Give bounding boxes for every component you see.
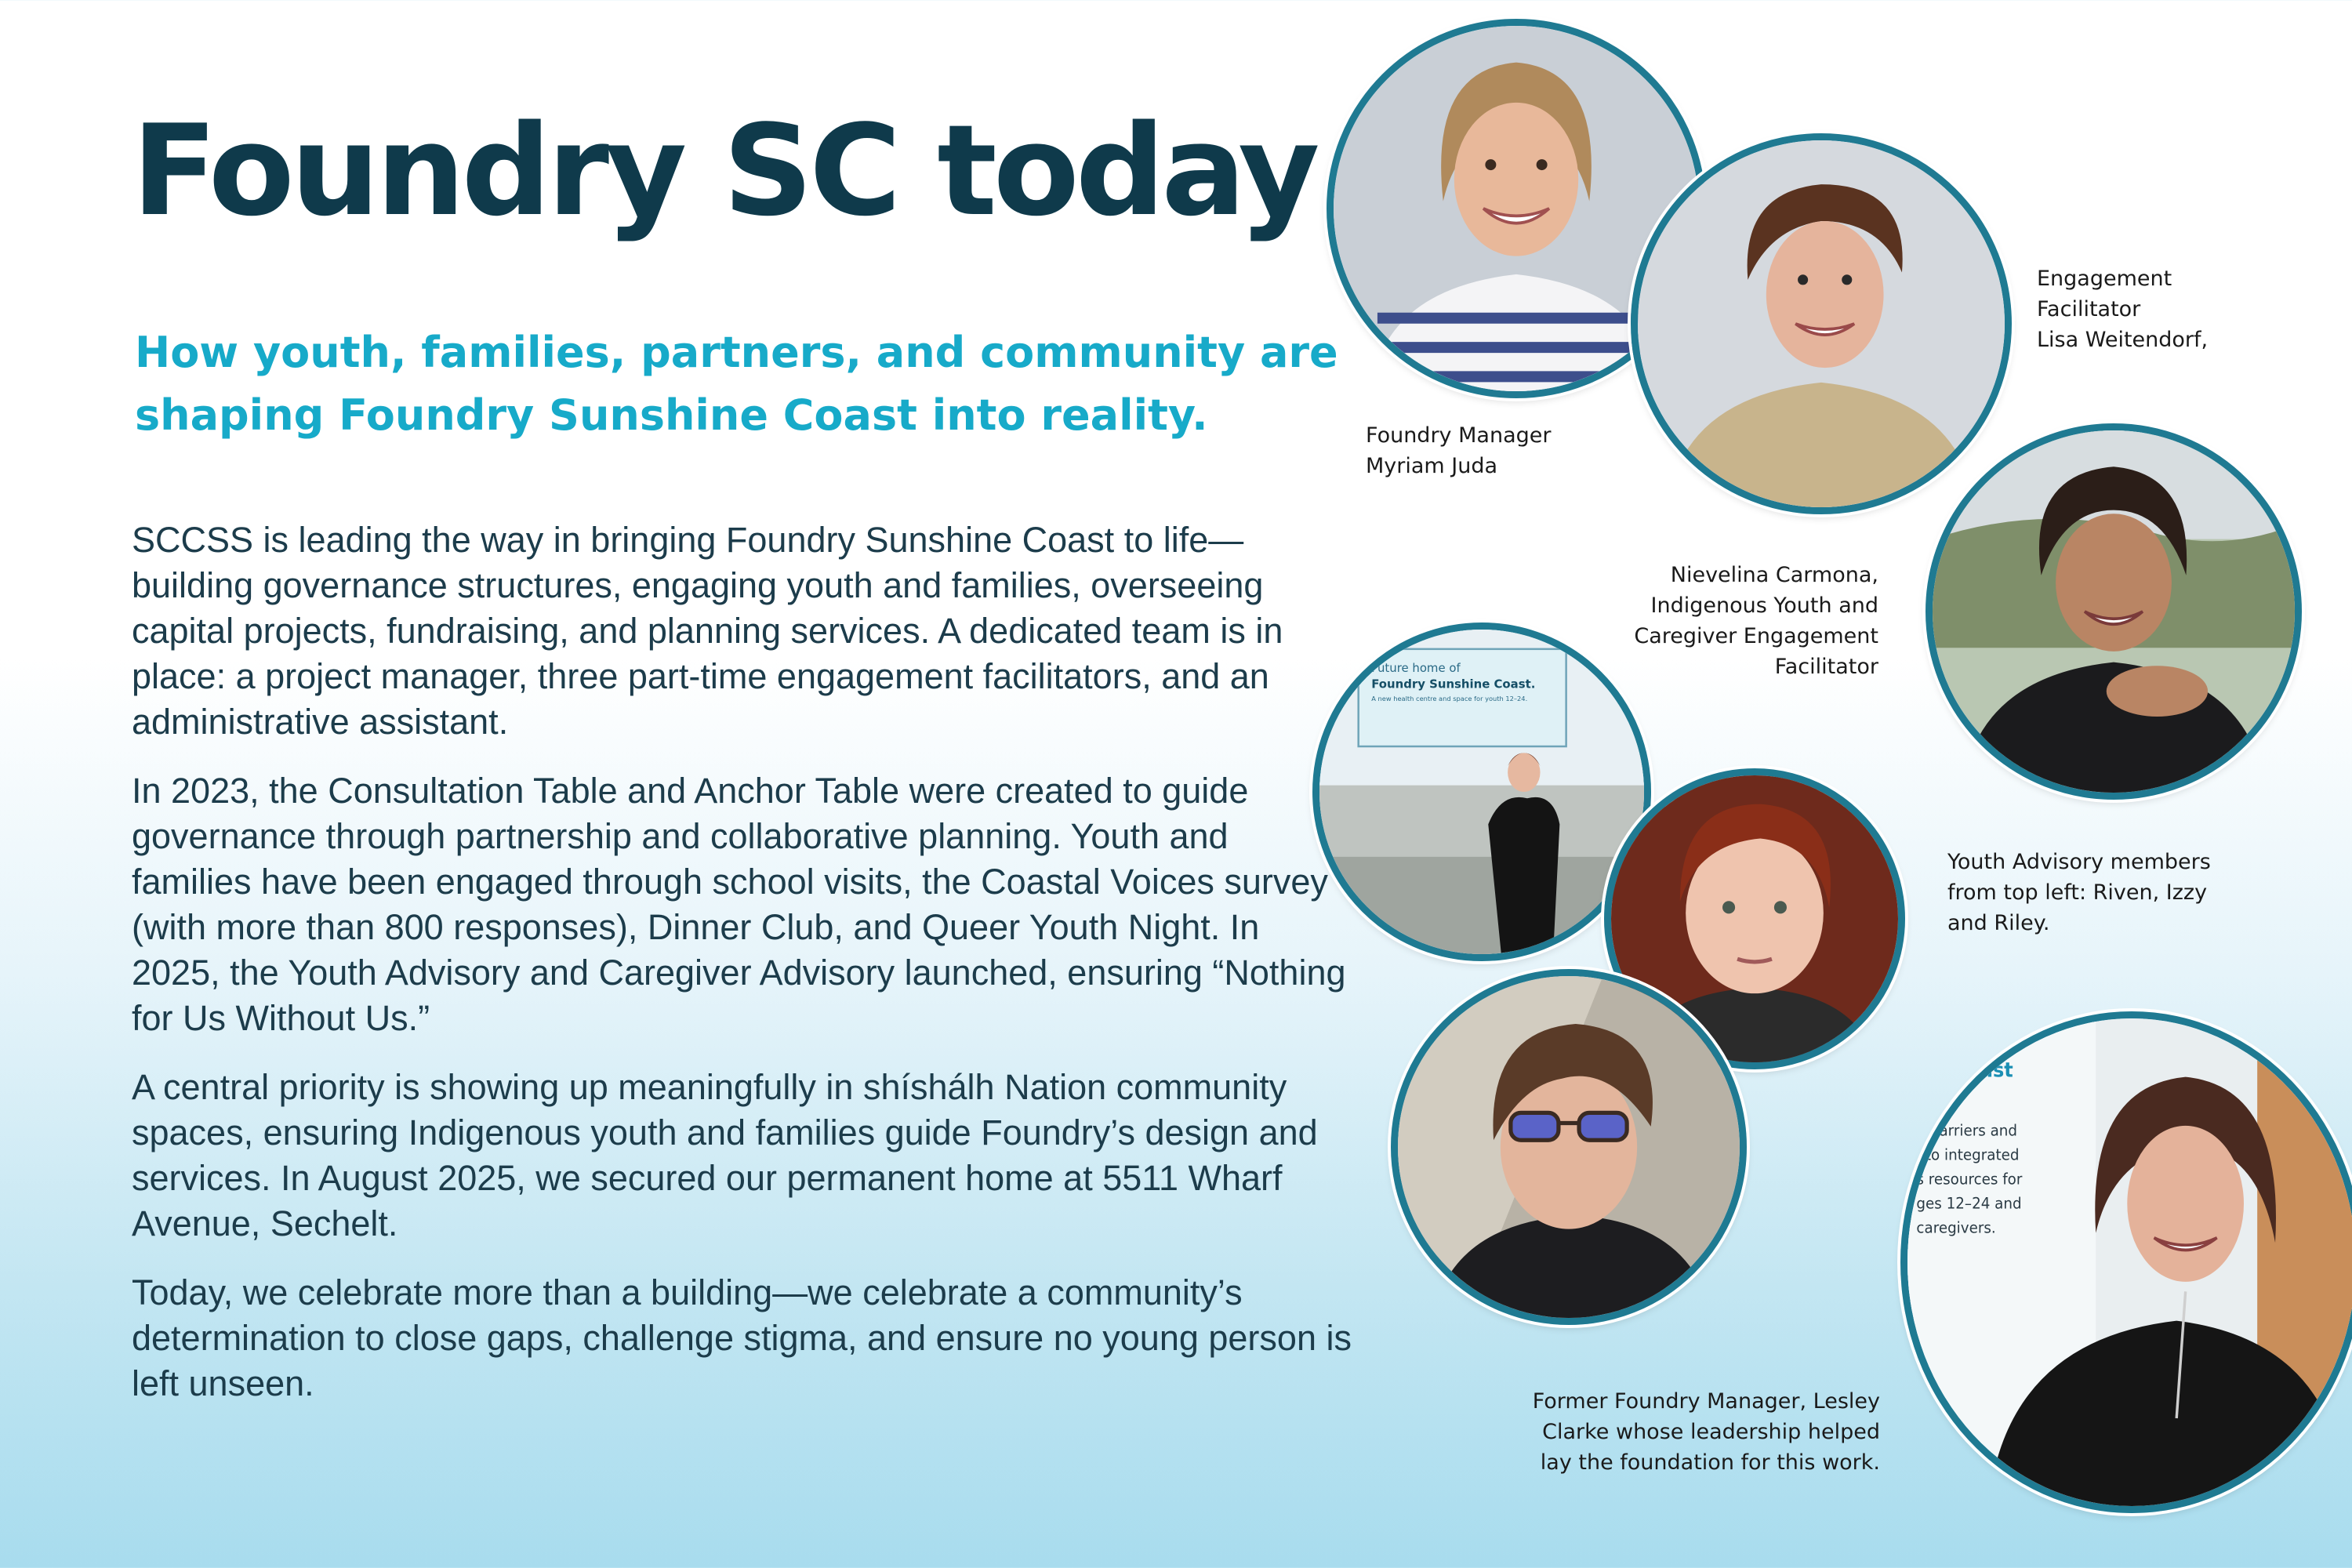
caption-line: Clarke whose leadership helped [1542,1420,1880,1444]
caption-line: Youth Advisory members [1947,850,2211,874]
caption-line: from top left: Riven, Izzy [1947,880,2208,905]
photo-lisa-weitendorf [1631,133,2012,514]
caption-youth-advisory [1947,847,2211,938]
caption-line: Former Foundry Manager, Lesley [1532,1389,1880,1414]
banner-line: to integrated [1925,1145,2020,1164]
photo-nievelina-carmona [1926,423,2302,800]
caption-line: Facilitator [2037,297,2141,321]
portrait-illustration [1398,976,1740,1318]
photo-riley [1391,969,1747,1325]
caption-lisa-weitendorf [2037,263,2208,355]
banner-brand: ecoast [1943,1058,2013,1082]
caption-line: lay the foundation for this work. [1540,1450,1880,1475]
banner-line: caregivers. [1916,1218,1996,1237]
body-paragraph: Today, we celebrate more than a building—we celebrate a community’s determination to close gaps, challenge stigma, and ensure no young person is left unseen. [132,1272,1352,1403]
banner-line: s resources for [1916,1169,2023,1189]
photo-lesley-clarke [1900,1011,2352,1513]
portrait-illustration [1907,1018,2352,1506]
caption-line: and Riley. [1947,911,2050,935]
sign-line-1: Future home of [1371,660,1461,675]
banner-line: ges 12–24 and [1916,1193,2022,1213]
caption-line: Lisa Weitendorf, [2037,328,2209,352]
caption-nievelina-carmona [1565,560,1878,682]
body-paragraph: In 2023, the Consultation Table and Anchor Table were created to guide governance through partnership and collaborative planning. Youth and families have been engaged through school visits, the Coastal Voices survey (with more than 800 responses), Dinner Club, and Queer Youth Night. In 2025, the Youth Advisory and Caregiver Advisory launched, ensuring “Nothing for Us Without Us.” [132,771,1346,1038]
page-title: Foundry SC today [132,97,1316,244]
sign-line-3: A new health centre and space for youth 12–24. [1371,695,1528,703]
portrait-illustration [1638,140,2005,507]
caption-line: Foundry Manager [1366,423,1552,448]
caption-line: Engagement [2037,267,2172,291]
article-body [132,517,1355,1430]
page-subtitle: How youth, families, partners, and community are shaping Foundry Sunshine Coast into reality. [135,328,1338,440]
caption-line: Caregiver Engagement [1634,624,1878,648]
body-paragraph: A central priority is showing up meaningfully in shíshálh Nation community spaces, ensuring Indigenous youth and families guide Foundry’s design and services. In August 2025, we secured our permanent home at 5511 Wharf Avenue, Sechelt. [132,1067,1318,1243]
sign-line-2: Foundry Sunshine Coast. [1371,677,1536,691]
caption-line: Facilitator [1774,655,1878,679]
banner-line: g barriers and [1916,1120,2018,1140]
caption-line: Indigenous Youth and [1650,593,1878,618]
caption-line: Nievelina Carmona, [1670,563,1878,587]
portrait-illustration [1933,430,2295,793]
body-paragraph: SCCSS is leading the way in bringing Foundry Sunshine Coast to life—building governance structures, engaging youth and families, overseeing capital projects, fundraising, and planning services. A dedicated team is in place: a project manager, three part-time engagement facilitators, and an administrative assistant. [132,520,1283,742]
caption-lesley-clarke [1458,1386,1880,1478]
caption-myriam-juda [1366,420,1551,481]
caption-line: Myriam Juda [1366,454,1498,478]
